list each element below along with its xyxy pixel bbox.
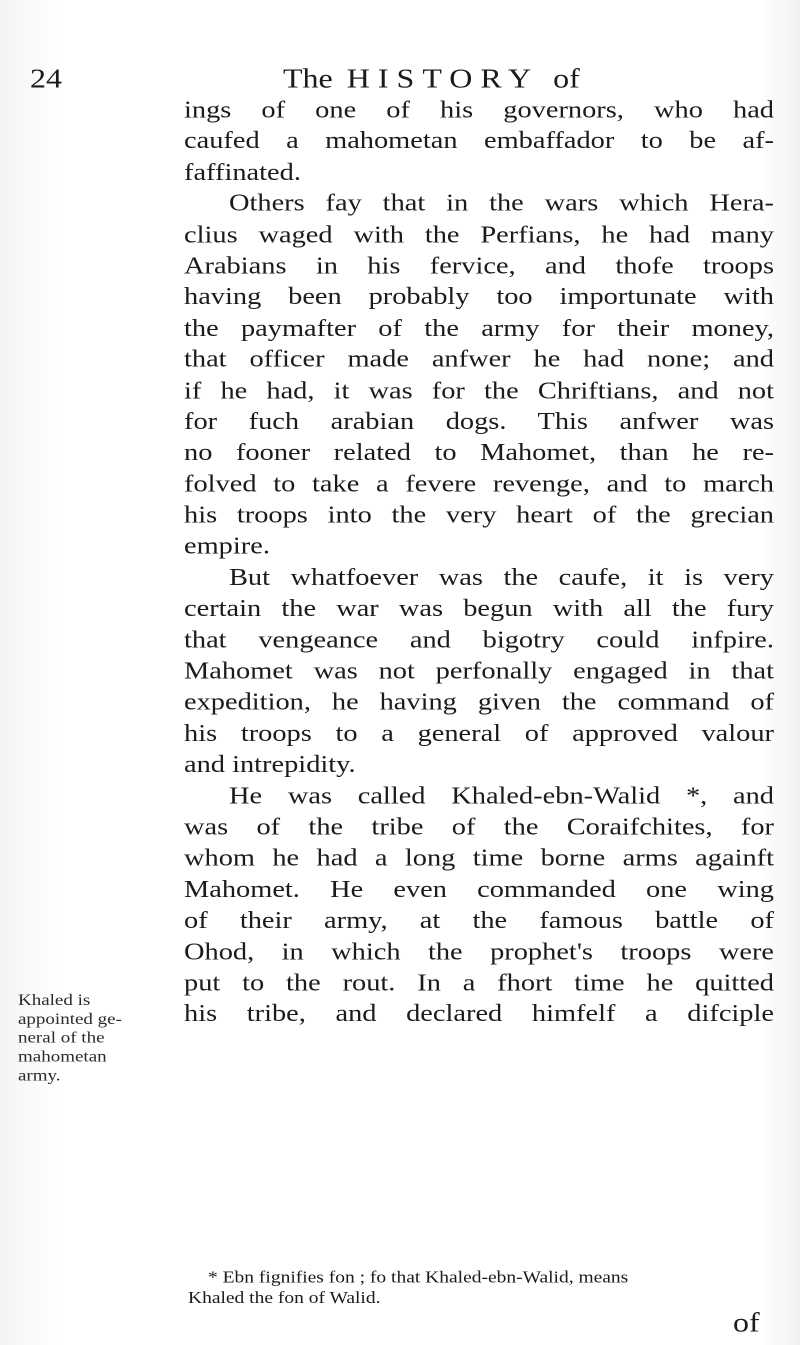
text-line: having been probably too importunate with — [184, 283, 774, 311]
text-line: Ohod, in which the prophet's troops were — [184, 938, 774, 966]
text-line: caufed a mahometan embaffador to be af- — [184, 127, 774, 155]
margin-note — [18, 991, 158, 1085]
text-line: Mahomet. He even commanded one wing — [184, 876, 774, 903]
body-text — [184, 95, 774, 1030]
text-line: clius waged with the Perfians, he had many — [184, 221, 774, 249]
text-line: the paymafter of the army for their money, — [184, 315, 774, 342]
text-line: faffinated. — [184, 159, 301, 186]
text-line: for fuch arabian dogs. This anfwer was — [184, 408, 774, 436]
text-line: his troops into the very heart of the grecian — [184, 502, 774, 529]
text-line: whom he had a long time borne arms againft — [184, 845, 774, 872]
text-line: empire. — [184, 533, 270, 560]
text-line: that vengeance and bigotry could infpire. — [184, 626, 774, 654]
text-line: his tribe, and declared himfelf a difciple — [184, 1000, 774, 1028]
running-head-title: HISTORY — [346, 62, 540, 94]
text-line: folved to take a fevere revenge, and to march — [184, 470, 774, 498]
margin-note-line: mahometan — [18, 1047, 107, 1066]
margin-note-line: appointed ge- — [18, 1010, 122, 1029]
margin-note-line: army. — [18, 1066, 61, 1085]
text-line: Mahomet was not perfonally engaged in that — [184, 657, 774, 685]
page-number: 24 — [30, 62, 62, 94]
running-head — [283, 62, 580, 94]
text-line: Arabians in his fervice, and thofe troops — [184, 252, 774, 280]
text-line: was of the tribe of the Coraifchites, for — [184, 813, 774, 841]
text-line: put to the rout. In a fhort time he quitted — [184, 969, 774, 997]
text-line: certain the war was begun with all the fury — [184, 595, 774, 623]
text-line: and intrepidity. — [184, 751, 356, 779]
text-line: of their army, at the famous battle of — [184, 907, 774, 934]
text-line: if he had, it was for the Chriftians, and not — [184, 377, 774, 404]
text-line: no fooner related to Mahomet, than he re- — [184, 439, 774, 467]
footnote-line: * Ebn fignifies fon ; fo that Khaled-ebn-Walid, means — [208, 1268, 629, 1287]
text-line: He was called Khaled-ebn-Walid *, and — [229, 782, 774, 810]
text-line: his troops to a general of approved valour — [184, 720, 774, 747]
text-line: expedition, he having given the command of — [184, 689, 774, 716]
footnote — [188, 1268, 770, 1309]
footnote-line: Khaled the fon of Walid. — [188, 1289, 381, 1308]
text-line: Others fay that in the wars which Hera- — [229, 190, 774, 217]
catchword: of — [733, 1306, 760, 1338]
margin-note-line: neral of the — [18, 1028, 105, 1047]
text-line: that officer made anfwer he had none; and — [184, 346, 774, 373]
text-line: But whatfoever was the caufe, it is very — [229, 564, 774, 592]
running-head-prefix: The — [283, 62, 333, 94]
margin-note-line: Khaled is — [18, 991, 91, 1010]
text-line: ings of one of his governors, who had — [184, 96, 774, 124]
running-head-suffix: of — [553, 62, 580, 94]
